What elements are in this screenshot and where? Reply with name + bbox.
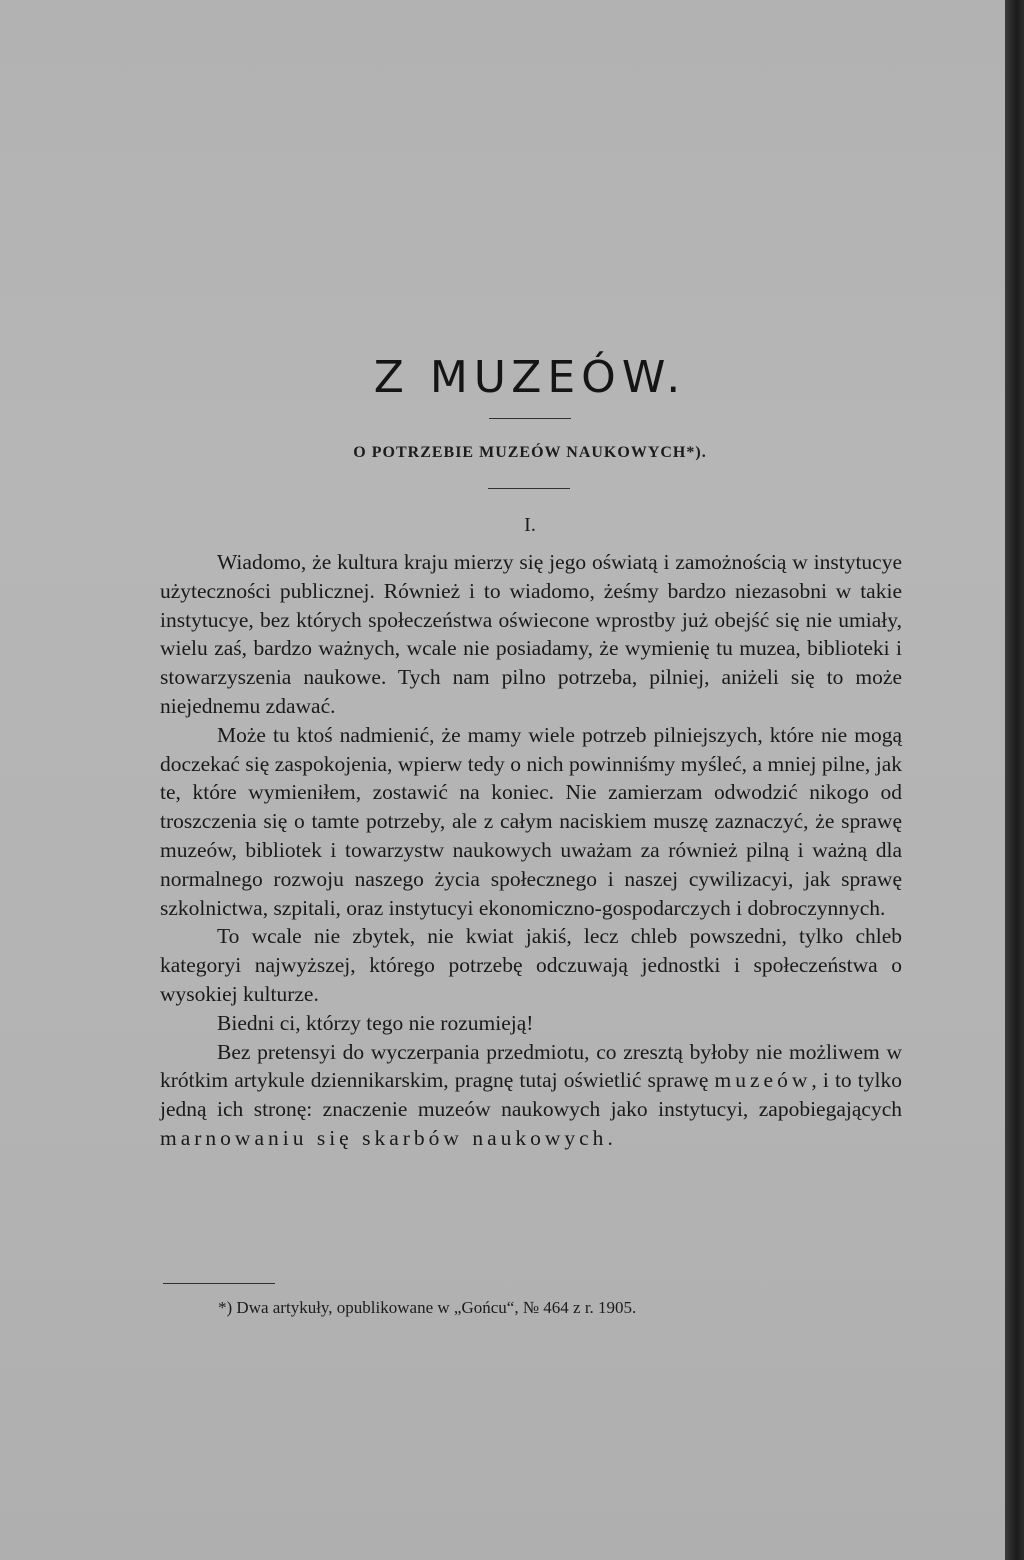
paragraph-5 [160,1038,902,1153]
paragraph-4: Biedni ci, którzy tego nie rozumieją! [217,1010,534,1035]
subtitle-divider [488,488,570,489]
article-body [160,548,902,1153]
section-number: I. [524,514,536,536]
paragraph-5-part-b: , i to tylko jedną ich stronę: znaczenie muzeów naukowych jako instytucyi, zapobiegających [160,1068,902,1122]
footnote-divider [163,1283,275,1284]
article-title: Z MUZEÓW. [373,352,687,403]
article-subtitle: O POTRZEBIE MUZEÓW NAUKOWYCH*). [353,444,707,461]
scan-edge [1005,0,1024,1560]
spaced-emphasis-marnowaniu: marnowaniu się skarbów naukowych [160,1125,608,1150]
spaced-emphasis-muzeow: muzeów [714,1068,812,1093]
title-divider [489,418,571,419]
paragraph-3: To wcale nie zbytek, nie kwiat jakiś, lecz chleb powszedni, tylko chleb kategoryi najwyższej, którego potrzebę odczuwają jednostki i społeczeństwa o wysokiej kulturze. [160,924,902,1006]
paragraph-1: Wiadomo, że kultura kraju mierzy się jego oświatą i zamożnością w instytucye użyteczności publicznej. Również i to wiadomo, żeśmy bardzo niezasobni w takie instytucye, bez których społeczeństwa oświecone wprostby już obejść się nie umiały, wielu zaś, bardzo ważnych, wcale nie posiadamy, że wymienię tu muzea, biblioteki i stowarzyszenia naukowe. Tych nam pilno potrzeba, pilniej, aniżeli się to może niejednemu zdawać. [160,550,902,718]
paragraph-2: Może tu ktoś nadmienić, że mamy wiele potrzeb pilniejszych, które nie mogą doczekać się zaspokojenia, wpierw tedy o nich powinniśmy myśleć, a mniej pilne, jak te, które wymieniłem, zostawić na koniec. Nie zamierzam odwodzić nikogo od troszczenia się o tamte potrzeby, ale z całym naciskiem muszę zaznaczyć, że sprawę muzeów, bibliotek i towarzystw naukowych uważam za również pilną i ważną dla normalnego rozwoju naszego życia społecznego i naszej cywilizacyi, jak sprawę szkolnictwa, szpitali, oraz instytucyi ekonomiczno-gospodarczych i dobroczynnych. [160,722,902,920]
footnote: *) Dwa artykuły, opublikowane w „Gońcu“, № 464 z r. 1905. [218,1298,637,1317]
paragraph-5-part-c: . [607,1125,613,1150]
paragraph-5-part-a: Bez pretensyi do wyczerpania przedmiotu, co zresztą byłoby nie możliwem w krótkim artykule dziennikarskim, pragnę tutaj oświetlić sprawę [160,1039,902,1093]
